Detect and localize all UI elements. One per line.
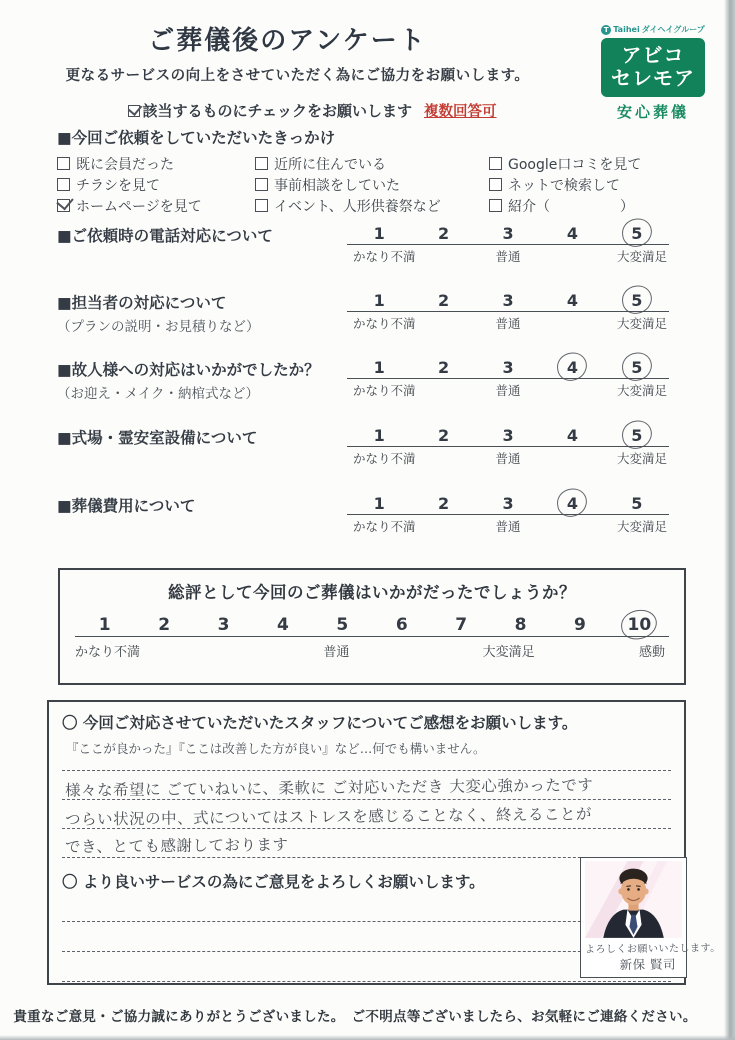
scale-number-1[interactable]: 1 bbox=[373, 224, 385, 243]
scale-number-2[interactable]: 2 bbox=[438, 358, 450, 377]
scale-number-5[interactable]: 5 bbox=[605, 358, 669, 378]
scale-numbers bbox=[75, 615, 669, 637]
anchor-high: 大変満足 bbox=[616, 249, 667, 264]
trigger-section bbox=[57, 126, 687, 216]
anchor-mid: 普通 bbox=[495, 249, 521, 264]
checkbox-option[interactable] bbox=[489, 195, 687, 216]
scale-number-5[interactable]: 5 bbox=[605, 291, 669, 311]
scale-number-1[interactable]: 1 bbox=[373, 494, 385, 513]
checkbox-option[interactable] bbox=[489, 153, 687, 174]
scale-number-2[interactable]: 2 bbox=[438, 291, 450, 310]
rating-label bbox=[57, 358, 347, 402]
rating-label bbox=[57, 291, 347, 335]
scale-number-3[interactable]: 3 bbox=[502, 224, 514, 243]
scale-number-9[interactable]: 9 bbox=[574, 615, 586, 635]
scale-number-3[interactable]: 3 bbox=[502, 358, 514, 377]
scan-edge-right bbox=[724, 0, 735, 1040]
rating-scale bbox=[347, 358, 669, 399]
checkbox-icon[interactable] bbox=[57, 157, 70, 170]
anchor-low: かなり不満 bbox=[353, 383, 416, 398]
overall-heading: 総評として今回のご葬儀はいかがだったでしょうか？ bbox=[168, 583, 576, 602]
check-instruction-text: 該当するものにチェックをお願いします bbox=[142, 102, 413, 120]
page-title: ご葬儀後のアンケート bbox=[148, 26, 427, 56]
trigger-column-2 bbox=[255, 153, 489, 216]
rating-scale bbox=[347, 426, 669, 467]
anchor-low: かなり不満 bbox=[353, 451, 416, 466]
trigger-column-3 bbox=[489, 153, 687, 216]
checkbox-icon[interactable] bbox=[255, 178, 268, 191]
checkbox-icon[interactable] bbox=[255, 199, 268, 212]
handwritten-comment-line-2: つらい状況の中、式についてはストレスを感じることなく、終えることが bbox=[64, 805, 593, 829]
scale-number-3[interactable]: 3 bbox=[502, 291, 514, 310]
scale-number-3[interactable]: 3 bbox=[217, 615, 230, 635]
scale-number-4[interactable]: 4 bbox=[277, 615, 289, 635]
checkbox-icon[interactable] bbox=[489, 178, 502, 191]
checkbox-option[interactable] bbox=[489, 174, 687, 195]
service-feedback-prompt: 〇 より良いサービスの為にご意見をよろしくお願いします。 bbox=[62, 873, 485, 891]
checkbox-icon[interactable] bbox=[57, 178, 70, 191]
rating-heading: ■葬儀費用について bbox=[57, 497, 196, 515]
page-subtitle: 更なるサービスの向上をさせていただく為にご協力をお願いします。 bbox=[65, 68, 530, 84]
checkbox-label: 紹介（ ） bbox=[508, 198, 634, 215]
brand-logo-box bbox=[601, 38, 705, 97]
scale-number-5[interactable]: 5 bbox=[605, 224, 669, 244]
rating-scale bbox=[347, 224, 669, 265]
checkbox-label: 既に会員だった bbox=[76, 156, 174, 173]
staff-greeting-text: よろしくお願いいたします。 bbox=[584, 943, 721, 956]
scale-number-1[interactable]: 1 bbox=[98, 615, 111, 635]
scale-number-10[interactable]: 10 bbox=[610, 615, 669, 636]
anchor-low: かなり不満 bbox=[353, 519, 416, 534]
anchor-moved: 感動 bbox=[638, 645, 665, 660]
anchor-mid: 普通 bbox=[495, 316, 521, 331]
checkbox-option[interactable] bbox=[255, 174, 489, 195]
scale-numbers bbox=[347, 224, 669, 245]
scale-numbers bbox=[347, 291, 669, 312]
rating-heading: ■ご依頼時の電話対応について bbox=[57, 227, 273, 245]
checkbox-icon-checked[interactable] bbox=[57, 199, 70, 212]
checkbox-label: イベント、人形供養祭など bbox=[274, 198, 441, 215]
checkbox-option[interactable] bbox=[255, 153, 489, 174]
scale-anchors bbox=[347, 314, 669, 332]
handwritten-comment-line-3: でき、とても感謝しております bbox=[64, 835, 289, 857]
group-logo-line bbox=[601, 24, 705, 35]
overall-rating-box bbox=[58, 568, 686, 685]
anchor-mid: 普通 bbox=[495, 451, 521, 466]
scale-anchors bbox=[347, 517, 669, 535]
anchor-very-satisfied: 大変満足 bbox=[482, 645, 535, 660]
anchor-high: 大変満足 bbox=[616, 316, 667, 331]
scale-number-5[interactable]: 5 bbox=[336, 615, 349, 635]
scale-number-4[interactable]: 4 bbox=[566, 224, 578, 243]
answer-line[interactable] bbox=[62, 829, 671, 858]
rating-heading: ■担当者の対応について bbox=[57, 294, 227, 312]
check-instruction-line bbox=[0, 100, 625, 121]
staff-feedback-prompt: 〇 今回ご対応させていただいたスタッフについてご感想をお願いします。 bbox=[62, 714, 578, 732]
brand-line2: セレモア bbox=[611, 66, 695, 90]
scale-number-4[interactable]: 4 bbox=[566, 291, 578, 310]
scale-number-5[interactable]: 5 bbox=[605, 426, 669, 446]
rating-label bbox=[57, 426, 347, 448]
scale-anchors bbox=[75, 641, 669, 661]
answer-line[interactable] bbox=[62, 800, 671, 829]
anchor-normal: 普通 bbox=[323, 645, 350, 660]
scale-number-4[interactable]: 4 bbox=[540, 494, 604, 514]
rating-subheading: （プランの説明・お見積りなど） bbox=[57, 319, 260, 335]
checkbox-label: 事前相談をしていた bbox=[274, 177, 400, 194]
brand-tagline: 安心葬儀 bbox=[616, 103, 689, 121]
group-name-en: Taihei bbox=[613, 25, 640, 34]
checkbox-icon[interactable] bbox=[255, 157, 268, 170]
scale-number-7[interactable]: 7 bbox=[455, 615, 468, 635]
checkbox-label: Google口コミを見て bbox=[508, 156, 642, 173]
scale-number-2[interactable]: 2 bbox=[438, 224, 450, 243]
scale-anchors bbox=[347, 381, 669, 399]
staff-feedback-note: 『ここが良かった』『ここは改善した方が良い』など…何でも構いません。 bbox=[66, 741, 486, 756]
anchor-low: かなり不満 bbox=[353, 316, 416, 331]
scale-number-6[interactable]: 6 bbox=[395, 615, 408, 635]
checkbox-option[interactable] bbox=[57, 174, 255, 195]
overall-scale bbox=[75, 615, 669, 661]
scale-number-1[interactable]: 1 bbox=[373, 426, 385, 445]
trigger-checkbox-grid bbox=[57, 153, 687, 216]
scale-number-2[interactable]: 2 bbox=[158, 615, 171, 635]
scale-number-1[interactable]: 1 bbox=[373, 358, 385, 377]
scale-number-2[interactable]: 2 bbox=[438, 494, 450, 513]
scale-number-3[interactable]: 3 bbox=[502, 494, 514, 513]
rating-label bbox=[57, 224, 347, 246]
checkbox-label: 近所に住んでいる bbox=[274, 156, 386, 173]
checkbox-label: ネットで検索して bbox=[508, 177, 620, 194]
staff-photo-card bbox=[580, 857, 721, 978]
scale-number-4[interactable]: 4 bbox=[540, 358, 604, 378]
anchor-mid: 普通 bbox=[495, 383, 521, 398]
scale-numbers bbox=[347, 358, 669, 379]
rating-scale bbox=[347, 494, 669, 535]
anchor-high: 大変満足 bbox=[616, 519, 667, 534]
rating-subheading: （お迎え・メイク・納棺式など） bbox=[57, 386, 259, 402]
checkbox-option[interactable] bbox=[255, 195, 489, 216]
scale-anchors bbox=[347, 247, 669, 265]
scale-numbers bbox=[347, 494, 669, 515]
company-logo bbox=[601, 24, 705, 122]
feedback-box bbox=[47, 700, 721, 985]
checkbox-option[interactable] bbox=[57, 195, 255, 216]
rating-row-phone bbox=[57, 224, 669, 265]
anchor-mid: 普通 bbox=[495, 519, 521, 534]
staff-signature: 新保 賢司 bbox=[619, 956, 677, 973]
scale-number-8[interactable]: 8 bbox=[514, 615, 527, 635]
checkbox-icon[interactable] bbox=[489, 199, 502, 212]
multi-answer-note: 複数回答可 bbox=[424, 104, 497, 120]
anchor-low: かなり不満 bbox=[353, 249, 416, 264]
rating-row-staff bbox=[57, 291, 669, 335]
group-name-jp: ダイヘイグループ bbox=[641, 25, 705, 34]
rating-row-deceased-care bbox=[57, 358, 669, 402]
anchor-high: 大変満足 bbox=[616, 383, 667, 398]
scale-number-4[interactable]: 4 bbox=[566, 426, 578, 445]
checkbox-option[interactable] bbox=[57, 153, 255, 174]
rating-scale bbox=[347, 291, 669, 332]
scale-number-2[interactable]: 2 bbox=[438, 426, 450, 445]
rating-heading: ■故人様への対応はいかがでしたか？ bbox=[57, 361, 320, 379]
scale-number-3[interactable]: 3 bbox=[502, 426, 514, 445]
scale-number-5[interactable]: 5 bbox=[631, 494, 643, 513]
rating-label bbox=[57, 494, 347, 516]
taihei-mark-icon: T bbox=[601, 25, 611, 35]
checkbox-label: ホームページを見て bbox=[76, 198, 202, 215]
checkbox-icon[interactable] bbox=[489, 157, 502, 170]
scale-anchors bbox=[347, 449, 669, 467]
answer-line[interactable] bbox=[62, 757, 671, 771]
rating-heading: ■式場・霊安室設備について bbox=[57, 429, 258, 447]
scan-edge-bottom bbox=[0, 1035, 735, 1040]
scale-number-1[interactable]: 1 bbox=[373, 291, 385, 310]
scale-numbers bbox=[347, 426, 669, 447]
staff-portrait-photo bbox=[585, 861, 682, 938]
footer-thanks-text: 貴重なご意見・ご協力誠にありがとうございました。 ご不明点等ございましたら、お気軽にご連絡ください。 bbox=[13, 1009, 697, 1025]
trigger-column-1 bbox=[57, 153, 255, 216]
answer-line[interactable] bbox=[62, 771, 671, 800]
checked-box-icon bbox=[128, 105, 140, 117]
brand-line1: アビコ bbox=[621, 43, 685, 67]
anchor-high: 大変満足 bbox=[616, 451, 667, 466]
handwritten-comment-line-1: 様々な希望に ごていねいに、柔軟に ご対応いただき 大変心強かったです bbox=[64, 776, 594, 800]
rating-row-cost bbox=[57, 494, 669, 535]
rating-row-facility bbox=[57, 426, 669, 467]
anchor-very-dissatisfied: かなり不満 bbox=[75, 645, 141, 660]
trigger-heading: ■今回ご依頼をしていただいたきっかけ bbox=[57, 129, 336, 147]
checkbox-label: チラシを見て bbox=[76, 177, 160, 194]
